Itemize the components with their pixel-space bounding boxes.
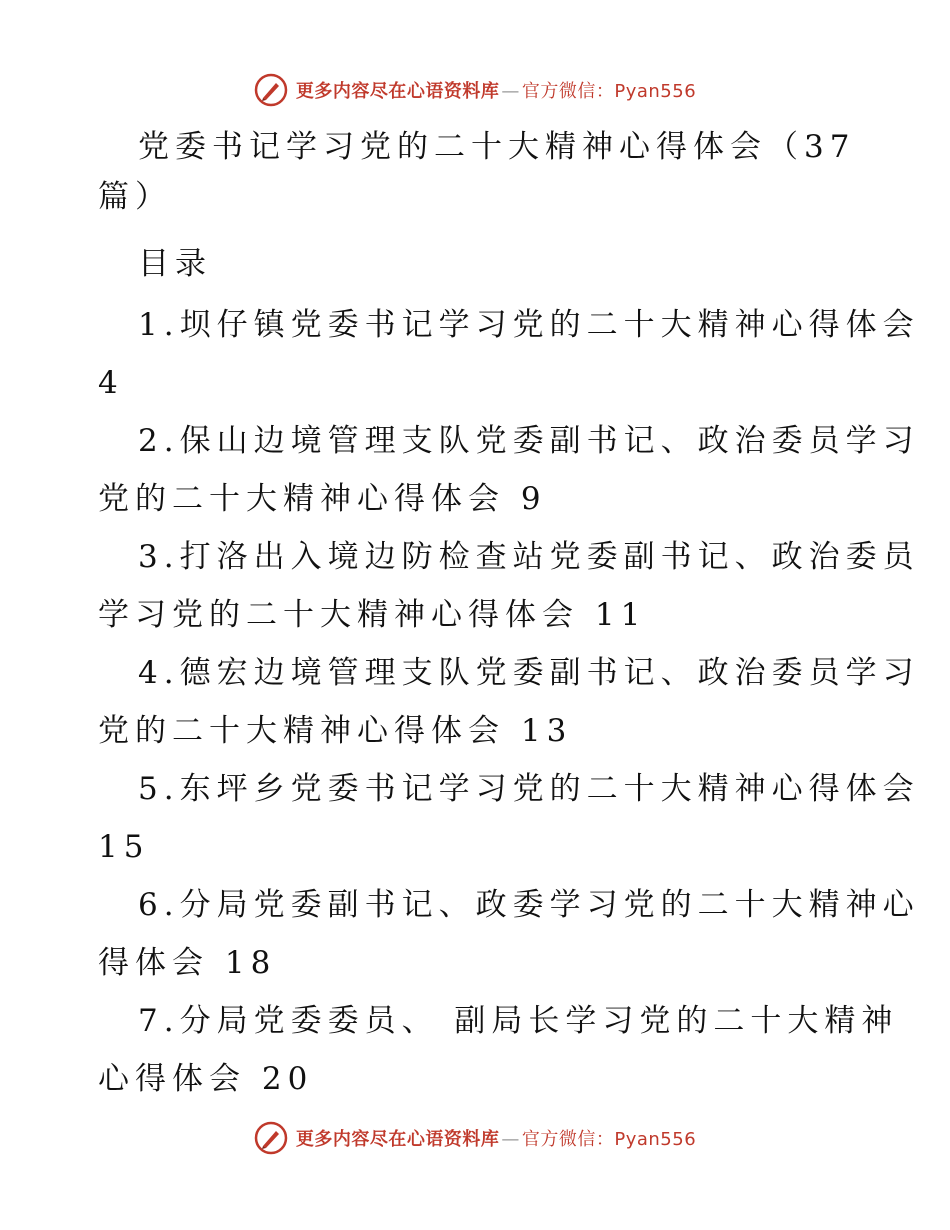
toc-item-page: 4 [98, 365, 124, 401]
toc-item-text: 3.打洛出入境边防检查站党委副书记、政治委员 [138, 539, 920, 575]
toc-item-5 [98, 760, 920, 876]
pen-logo-icon [254, 1121, 288, 1155]
document-title-line-1: 党委书记学习党的二十大精神心得体会（37 [138, 129, 856, 165]
toc-item-2 [98, 412, 920, 528]
banner-text: 更多内容尽在心语资料库 — 官方微信：Pyan556 [295, 81, 697, 102]
toc-item-text: 5.东坪乡党委书记学习党的二十大精神心得体会 [138, 771, 920, 807]
pen-logo-icon [254, 73, 288, 107]
document-body [98, 122, 920, 1108]
toc-item-page: 党的二十大精神心得体会 13 [98, 713, 573, 749]
toc-item-text: 7.分局党委委员、 副局长学习党的二十大精神 [138, 1003, 899, 1039]
toc-item-text: 6.分局党委副书记、政委学习党的二十大精神心 [138, 887, 920, 923]
toc-item-page: 15 [98, 829, 150, 865]
toc-item-text: 4.德宏边境管理支队党委副书记、政治委员学习 [138, 655, 920, 691]
toc-item-text: 1.坝仔镇党委书记学习党的二十大精神心得体会 [138, 307, 920, 343]
toc-item-page: 学习党的二十大精神心得体会 11 [98, 597, 647, 633]
toc-item-3 [98, 528, 920, 644]
toc-item-4 [98, 644, 920, 760]
toc-item-1 [98, 296, 920, 412]
toc-item-6 [98, 876, 920, 992]
header-banner [0, 70, 950, 110]
toc-item-page: 党的二十大精神心得体会 9 [98, 481, 547, 517]
footer-banner [0, 1118, 950, 1158]
toc-item-page: 心得体会 20 [98, 1061, 314, 1097]
toc-item-text: 2.保山边境管理支队党委副书记、政治委员学习 [138, 423, 920, 459]
toc-item-7 [98, 992, 899, 1108]
toc-item-page: 得体会 18 [98, 945, 277, 981]
toc-heading: 目录 [138, 246, 212, 282]
document-title-line-2: 篇） [98, 179, 172, 215]
banner-text: 更多内容尽在心语资料库 — 官方微信：Pyan556 [295, 1129, 697, 1150]
